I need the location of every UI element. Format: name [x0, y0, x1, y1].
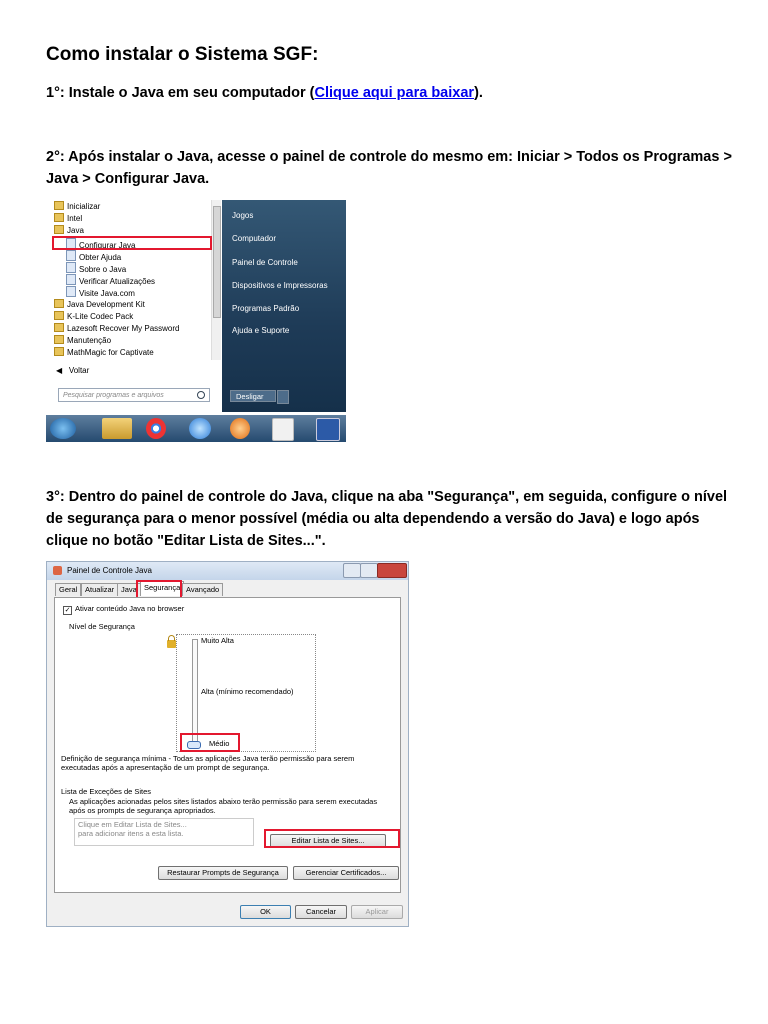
info-icon: [66, 262, 76, 273]
program-item[interactable]: Visite Java.com: [66, 286, 135, 298]
page-title: Como instalar o Sistema SGF:: [46, 44, 319, 65]
tab-java[interactable]: Java: [117, 583, 141, 596]
window-title: Painel de Controle Java: [67, 566, 152, 575]
exceptions-heading: Lista de Exceções de Sites: [61, 787, 152, 796]
exceptions-placeholder-1: Clique em Editar Lista de Sites...: [78, 820, 187, 829]
enable-java-checkbox[interactable]: ✓ Ativar conteúdo Java no browser: [64, 604, 185, 614]
media-player-icon[interactable]: [230, 418, 250, 439]
java-icon: [53, 566, 62, 575]
security-tab-panel: [54, 597, 401, 893]
program-item[interactable]: Lazesoft Recover My Password: [54, 323, 180, 335]
program-item-java[interactable]: Java: [54, 225, 84, 237]
chrome-icon[interactable]: [146, 418, 166, 439]
programs-list: [46, 200, 210, 360]
folder-icon: [54, 323, 64, 332]
help-icon: [66, 250, 76, 261]
triangle-left-icon: ◀: [56, 366, 63, 375]
folder-icon: [54, 213, 64, 222]
web-icon: [66, 286, 76, 297]
cancel-button[interactable]: Cancelar: [295, 905, 347, 919]
program-item[interactable]: Obter Ajuda: [66, 250, 121, 262]
program-item[interactable]: Java Development Kit: [54, 299, 145, 311]
folder-icon: [54, 311, 64, 320]
start-menu-screenshot: [46, 200, 346, 442]
program-item[interactable]: Intel: [54, 213, 82, 225]
exceptions-description: As aplicações acionadas pelos sites listados abaixo terão permissão para serem executadas após os prompts de segurança apropriados.: [69, 797, 378, 815]
search-icon: [197, 391, 205, 399]
close-button[interactable]: [377, 563, 407, 578]
step-1-suffix: ).: [474, 85, 483, 101]
checkmark-icon: ✓: [64, 607, 71, 614]
exceptions-list[interactable]: [74, 818, 254, 846]
exceptions-placeholder-2: para adicionar itens a esta lista.: [78, 829, 184, 838]
step-3: 3°: Dentro do painel de controle do Java, clique na aba "Segurança", em seguida, configure o nível de segurança para o menor possível (média ou alta dependendo a versão do Java) e logo após clique no botão "Editar Lista de Sites...".: [46, 489, 728, 549]
update-icon: [66, 274, 76, 285]
level-very-high: Muito Alta: [201, 636, 234, 645]
folder-icon: [54, 347, 64, 356]
shutdown-options-button[interactable]: [277, 390, 289, 404]
start-search-input[interactable]: Pesquisar programas e arquivos: [58, 388, 210, 402]
security-level-label: Nível de Segurança: [69, 622, 135, 631]
shutdown-button[interactable]: Desligar: [230, 390, 276, 402]
restore-prompts-button[interactable]: Restaurar Prompts de Segurança: [158, 866, 288, 880]
step-1-prefix: 1°: Instale o Java em seu computador (: [46, 85, 315, 101]
program-item[interactable]: Manutenção: [54, 335, 111, 347]
ok-button[interactable]: OK: [240, 905, 291, 919]
slider-track: [192, 639, 198, 743]
program-item[interactable]: Inicializar: [54, 201, 100, 213]
maximize-button[interactable]: [360, 563, 378, 578]
right-item-ajuda[interactable]: Ajuda e Suporte: [232, 326, 290, 335]
program-item[interactable]: K-Lite Codec Pack: [54, 311, 133, 323]
tab-avancado[interactable]: Avançado: [182, 583, 223, 596]
tab-seguranca[interactable]: Segurança: [140, 581, 184, 596]
scrollbar-thumb[interactable]: [213, 206, 221, 318]
internet-explorer-icon[interactable]: [189, 418, 211, 439]
folder-icon: [54, 225, 64, 234]
program-item-configurar-java[interactable]: Configurar Java: [66, 238, 135, 250]
right-item-jogos[interactable]: Jogos: [232, 211, 254, 220]
edit-sites-button[interactable]: Editar Lista de Sites...: [270, 834, 386, 848]
highlight-configurar-java: [52, 236, 212, 250]
right-item-computador[interactable]: Computador: [232, 234, 277, 243]
taskbar: [46, 415, 346, 442]
right-item-programas[interactable]: Programas Padrão: [232, 304, 300, 313]
manage-certificates-button[interactable]: Gerenciar Certificados...: [293, 866, 399, 880]
start-menu-right-pane: [222, 200, 346, 412]
tab-geral[interactable]: Geral: [55, 583, 81, 596]
step-2: 2°: Após instalar o Java, acesse o painel de controle do mesmo em: Iniciar > Todos os Programas > Java > Configurar Java.: [46, 149, 732, 187]
lock-icon: [167, 640, 176, 648]
java-control-panel-screenshot: [46, 561, 409, 927]
programs-scrollbar[interactable]: [211, 200, 221, 360]
window-titlebar: [47, 562, 408, 580]
tab-atualizar[interactable]: Atualizar: [81, 583, 118, 596]
level-medium: Médio: [209, 739, 230, 748]
level-description: Definição de segurança mínima - Todas as aplicações Java terão permissão para serem executadas após a apresentação de um prompt de segurança.: [61, 754, 355, 772]
word-icon[interactable]: [316, 418, 340, 441]
right-item-dispositivos[interactable]: Dispositivos e Impressoras: [232, 281, 328, 290]
program-item[interactable]: Sobre o Java: [66, 262, 126, 274]
program-item[interactable]: MathMagic for Captivate: [54, 347, 154, 359]
download-java-link[interactable]: Clique aqui para baixar: [314, 85, 475, 101]
java-icon[interactable]: [272, 418, 294, 441]
level-high: Alta (mínimo recomendado): [201, 687, 294, 696]
apply-button[interactable]: Aplicar: [351, 905, 403, 919]
highlight-edit-sites: [264, 829, 400, 848]
minimize-button[interactable]: [343, 563, 361, 578]
right-item-painel[interactable]: Painel de Controle: [232, 258, 298, 267]
explorer-icon[interactable]: [102, 418, 132, 439]
program-item[interactable]: Verificar Atualizações: [66, 274, 155, 286]
highlight-medium-level: [180, 733, 240, 752]
step-1: [46, 82, 736, 104]
folder-icon: [54, 335, 64, 344]
windows-start-icon[interactable]: [50, 418, 76, 439]
folder-icon: [54, 201, 64, 210]
folder-icon: [54, 299, 64, 308]
back-button[interactable]: ◀ Voltar: [56, 366, 90, 375]
